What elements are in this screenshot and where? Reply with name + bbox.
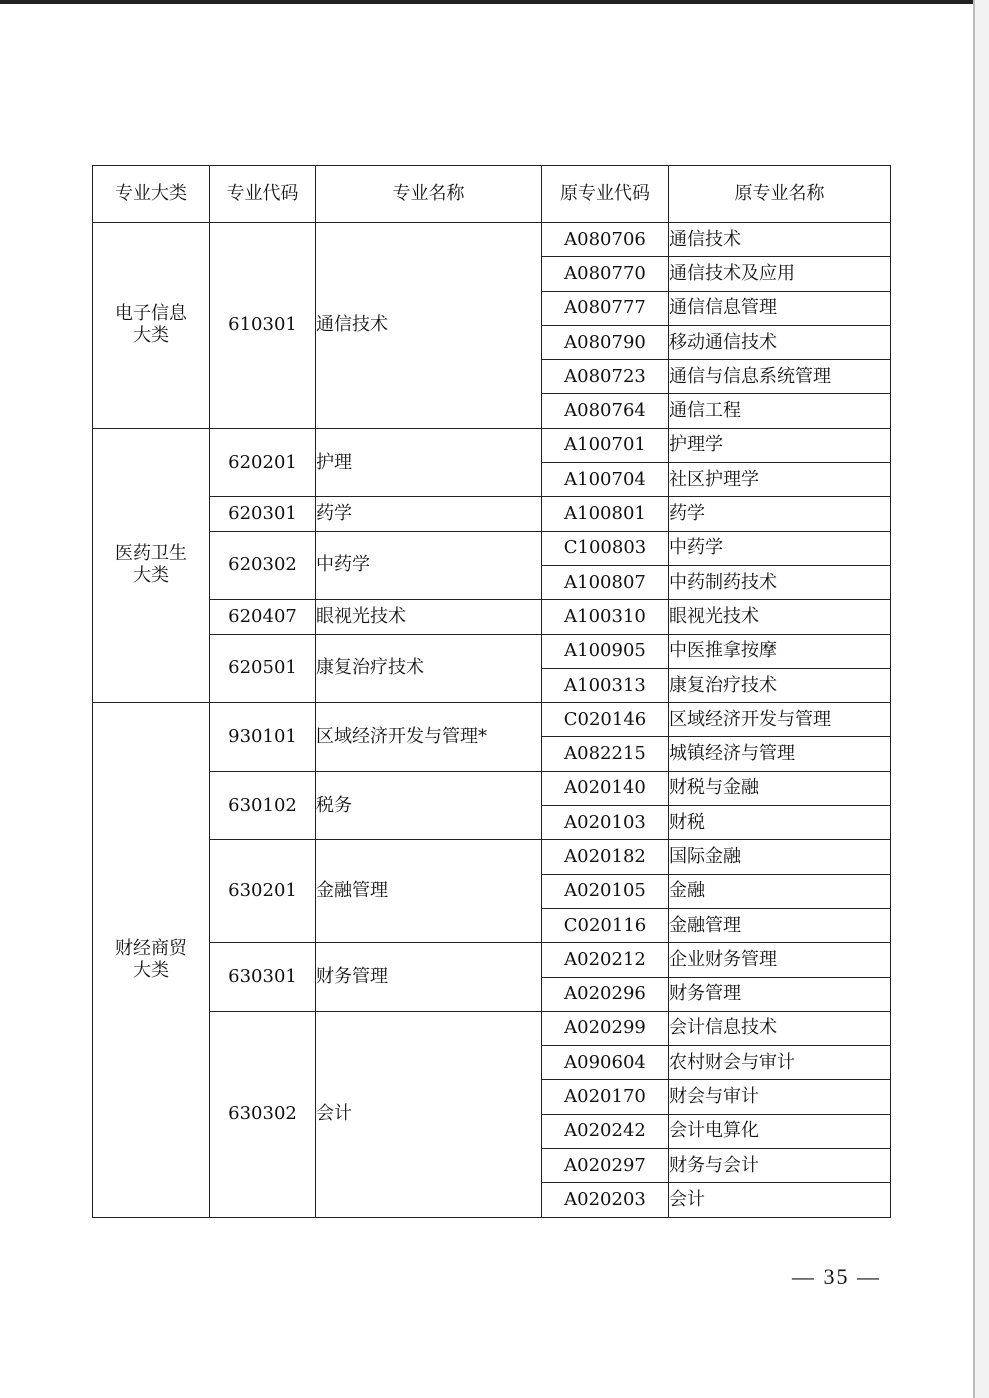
original-name-cell: 国际金融 [669,840,891,874]
original-name-cell: 中药学 [669,531,891,565]
header-major-name: 专业名称 [316,166,542,223]
original-code-cell: A020242 [542,1114,669,1148]
original-code-cell: A020182 [542,840,669,874]
original-code-cell: A100801 [542,497,669,531]
table-row [93,600,891,634]
table-row [93,634,891,668]
original-name-cell: 财务管理 [669,977,891,1011]
category-name-line: 财经商贸 [115,937,187,959]
major-code-cell: 630302 [210,1011,316,1217]
major-code-cell: 630201 [210,840,316,943]
original-code-cell: A020105 [542,874,669,908]
original-code-cell: A080723 [542,360,669,394]
category-cell [93,703,210,1217]
original-code-cell: A080770 [542,257,669,291]
major-code-cell: 930101 [210,703,316,772]
major-code-cell: 620301 [210,497,316,531]
original-code-cell: A080777 [542,291,669,325]
category-cell [93,428,210,702]
header-major-code: 专业代码 [210,166,316,223]
category-name-line: 大类 [133,325,169,347]
category-name-line: 电子信息 [115,303,187,325]
original-code-cell: A020140 [542,771,669,805]
original-code-cell: A020212 [542,943,669,977]
table-row [93,840,891,874]
original-code-cell: A090604 [542,1046,669,1080]
original-code-cell: A100701 [542,428,669,462]
major-code-cell: 630301 [210,943,316,1012]
original-code-cell: A020297 [542,1149,669,1183]
original-name-cell: 通信技术 [669,223,891,257]
major-name-cell: 药学 [316,497,542,531]
major-code-cell: 630102 [210,771,316,840]
original-name-cell: 移动通信技术 [669,325,891,359]
table-row [93,1011,891,1045]
original-code-cell: A100807 [542,565,669,599]
original-name-cell: 通信信息管理 [669,291,891,325]
table-row [93,428,891,462]
major-name-cell: 眼视光技术 [316,600,542,634]
category-name-line: 医药卫生 [115,543,187,565]
original-code-cell: A100313 [542,668,669,702]
major-code-cell: 620407 [210,600,316,634]
original-name-cell: 药学 [669,497,891,531]
major-name-cell: 会计 [316,1011,542,1217]
original-name-cell: 中医推拿按摩 [669,634,891,668]
major-name-cell: 护理 [316,428,542,497]
original-name-cell: 财务与会计 [669,1149,891,1183]
major-code-cell: 620201 [210,428,316,497]
table-row [93,223,891,257]
original-code-cell: A100905 [542,634,669,668]
major-name-cell: 通信技术 [316,223,542,429]
major-name-cell: 财务管理 [316,943,542,1012]
original-name-cell: 通信技术及应用 [669,257,891,291]
major-name-cell: 康复治疗技术 [316,634,542,703]
original-code-cell: A080764 [542,394,669,428]
table-row [93,943,891,977]
original-code-cell: A020296 [542,977,669,1011]
original-name-cell: 康复治疗技术 [669,668,891,702]
original-name-cell: 金融 [669,874,891,908]
table-header-row [93,166,891,223]
original-name-cell: 眼视光技术 [669,600,891,634]
table-row [93,771,891,805]
category-cell [93,223,210,429]
table-row [93,497,891,531]
table-body [93,223,891,1218]
header-category: 专业大类 [93,166,210,223]
original-name-cell: 社区护理学 [669,463,891,497]
major-mapping-table [92,165,891,1218]
original-code-cell: C020146 [542,703,669,737]
original-code-cell: C100803 [542,531,669,565]
major-name-cell: 中药学 [316,531,542,600]
major-code-cell: 620501 [210,634,316,703]
original-code-cell: A080706 [542,223,669,257]
original-name-cell: 财税 [669,806,891,840]
original-code-cell: A100310 [542,600,669,634]
original-name-cell: 会计电算化 [669,1114,891,1148]
major-name-cell: 税务 [316,771,542,840]
original-name-cell: 金融管理 [669,908,891,942]
original-name-cell: 财会与审计 [669,1080,891,1114]
original-code-cell: A080790 [542,325,669,359]
major-name-cell: 区域经济开发与管理* [316,703,542,772]
original-code-cell: A100704 [542,463,669,497]
header-original-code: 原专业代码 [542,166,669,223]
original-code-cell: A020103 [542,806,669,840]
category-name-line: 大类 [133,565,169,587]
original-name-cell: 通信与信息系统管理 [669,360,891,394]
original-name-cell: 通信工程 [669,394,891,428]
original-name-cell: 会计信息技术 [669,1011,891,1045]
scan-top-border [0,0,989,4]
header-original-name: 原专业名称 [669,166,891,223]
original-code-cell: A082215 [542,737,669,771]
original-name-cell: 会计 [669,1183,891,1217]
page-number: — 35 — [792,1264,881,1289]
original-code-cell: A020203 [542,1183,669,1217]
major-code-cell: 620302 [210,531,316,600]
major-code-cell: 610301 [210,223,316,429]
original-name-cell: 护理学 [669,428,891,462]
scan-right-edge [973,0,989,1398]
original-code-cell: A020170 [542,1080,669,1114]
original-name-cell: 企业财务管理 [669,943,891,977]
original-name-cell: 财税与金融 [669,771,891,805]
original-code-cell: A020299 [542,1011,669,1045]
original-name-cell: 中药制药技术 [669,565,891,599]
original-name-cell: 城镇经济与管理 [669,737,891,771]
major-name-cell: 金融管理 [316,840,542,943]
category-name-line: 大类 [133,959,169,981]
table-row [93,531,891,565]
table-row [93,703,891,737]
original-name-cell: 区域经济开发与管理 [669,703,891,737]
original-name-cell: 农村财会与审计 [669,1046,891,1080]
original-code-cell: C020116 [542,908,669,942]
